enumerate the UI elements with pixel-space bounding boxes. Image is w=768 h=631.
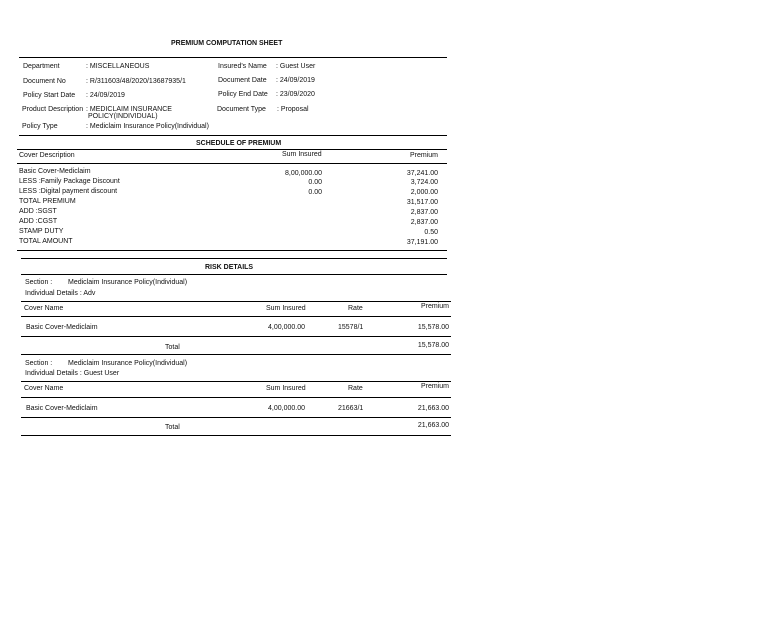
risk-row-premium: 15,578.00 [417,324,449,331]
section-label: Section : [25,360,53,367]
risk-col-premium: Premium [420,303,449,310]
divider [21,381,451,382]
risk-col-rate: Rate [348,385,363,392]
policy-start-label: Policy Start Date [23,92,76,99]
insured-name-label: Insured's Name [218,63,267,70]
divider [21,435,451,436]
schedule-row-desc: ADD :CGST [19,218,58,225]
risk-row-sum: 4,00,000.00 [268,324,305,331]
document-date-value: : 24/09/2019 [276,77,315,84]
divider [21,316,451,317]
schedule-row-desc: TOTAL PREMIUM [19,198,76,205]
department-label: Department [23,63,60,70]
divider [21,354,451,355]
risk-row-rate: 15578/1 [338,324,364,331]
divider [21,417,451,418]
total-value: 15,578.00 [417,342,449,349]
department-value: : MISCELLANEOUS [86,63,150,70]
schedule-row-premium: 37,191.00 [406,239,438,246]
policy-start-value: : 24/09/2019 [86,92,125,99]
document-date-label: Document Date [218,77,267,84]
policy-end-value: : 23/09/2020 [276,91,315,98]
schedule-row-premium: 31,517.00 [406,199,438,206]
risk-row-cover: Basic Cover-Mediclaim [26,324,98,331]
document-type-label: Document Type [217,106,266,113]
total-value: 21,663.00 [417,422,449,429]
divider [19,57,447,58]
schedule-row-desc: LESS :Digital payment discount [19,188,118,195]
total-label: Total [165,424,180,431]
risk-heading: RISK DETAILS [205,264,254,271]
schedule-row-desc: ADD :SGST [19,208,57,215]
divider [19,135,447,136]
risk-row-premium: 21,663.00 [417,405,449,412]
schedule-row-desc: TOTAL AMOUNT [19,238,73,245]
risk-col-sum: Sum Insured [266,305,306,312]
schedule-col-sum: Sum Insured [282,151,322,158]
schedule-row-sum: 0.00 [308,189,322,196]
schedule-row-sum: 0.00 [308,179,322,186]
document-type-value: : Proposal [277,106,309,113]
schedule-row-desc: LESS :Family Package Discount [19,178,120,185]
schedule-col-cover: Cover Description [19,152,75,159]
risk-row-sum: 4,00,000.00 [268,405,305,412]
risk-col-cover: Cover Name [24,385,64,392]
section-value: Mediclaim Insurance Policy(Individual) [68,360,188,367]
risk-col-premium: Premium [420,383,449,390]
total-label: Total [165,344,180,351]
divider [21,274,447,275]
schedule-row-premium: 37,241.00 [406,170,438,177]
document-no-value: : R/311603/48/2020/13687935/1 [86,78,186,85]
product-desc-value-line2: POLICY(INDIVIDUAL) [88,113,158,120]
policy-type-value: : Mediclaim Insurance Policy(Individual) [86,123,209,130]
individual-details: Individual Details : Guest User [25,370,120,377]
individual-details: Individual Details : Adv [25,290,96,297]
policy-type-label: Policy Type [22,123,58,130]
schedule-row-premium: 2,837.00 [410,209,438,216]
schedule-row-desc: STAMP DUTY [19,228,64,235]
risk-row-rate: 21663/1 [338,405,364,412]
divider [21,301,451,302]
document-no-label: Document No [23,78,66,85]
divider [21,258,447,259]
risk-col-rate: Rate [348,305,363,312]
product-desc-value: : MEDICLAIM INSURANCE [86,106,172,113]
insured-name-value: : Guest User [276,63,316,70]
risk-col-cover: Cover Name [24,305,64,312]
schedule-row-sum: 8,00,000.00 [285,170,322,177]
schedule-row-desc: Basic Cover-Mediclaim [19,168,91,175]
schedule-row-premium: 2,837.00 [410,219,438,226]
schedule-row-premium: 3,724.00 [410,179,438,186]
divider [21,336,451,337]
policy-end-label: Policy End Date [218,91,268,98]
schedule-row-premium: 2,000.00 [410,189,438,196]
schedule-heading: SCHEDULE OF PREMIUM [196,140,282,147]
schedule-row-premium: 0.50 [424,229,438,236]
divider [17,250,447,251]
divider [17,163,447,164]
risk-col-sum: Sum Insured [266,385,306,392]
section-label: Section : [25,279,53,286]
section-value: Mediclaim Insurance Policy(Individual) [68,279,188,286]
schedule-col-premium: Premium [409,152,438,159]
divider [21,397,451,398]
page-title: PREMIUM COMPUTATION SHEET [171,40,283,47]
product-desc-label: Product Description [22,106,84,113]
risk-row-cover: Basic Cover-Mediclaim [26,405,98,412]
divider [17,149,447,150]
